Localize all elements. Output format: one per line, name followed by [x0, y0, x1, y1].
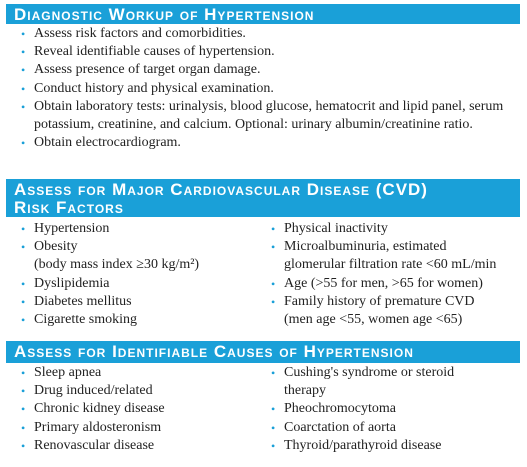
list-item: • Obesity (body mass index ≥30 kg/m²) [21, 239, 200, 273]
bullet-icon: • [271, 366, 276, 380]
section-title: Assess for Identifiable Causes of Hypertension [14, 342, 414, 361]
bullet-icon: • [271, 240, 276, 255]
list-item: • Reveal identifiable causes of hypertension. [18, 43, 508, 61]
list-item: • Drug induced/related [18, 382, 253, 400]
section-title-line2: Risk Factors [14, 198, 124, 217]
bullet-icon: • [21, 402, 26, 417]
bullet-icon: • [21, 27, 26, 41]
bullet-icon: • [21, 81, 26, 96]
cvd-risk-list-right [268, 220, 518, 329]
bullet-icon: • [21, 384, 26, 399]
bullet-icon: • [271, 438, 276, 453]
bullet-icon: • [21, 136, 26, 151]
diagnostic-workup-list [18, 25, 508, 152]
list-item: • Cushing's syndrome or steroid therapy [271, 365, 455, 399]
list-item: • Chronic kidney disease [18, 400, 253, 418]
list-item: • Family history of premature CVD (men age <55, women age <65) [271, 293, 475, 328]
bullet-icon: • [21, 438, 26, 453]
list-item: • Obtain laboratory tests: urinalysis, blood glucose, hematocrit and lipid panel, serum potassium, creatinine, and calcium. Optional: urinary albumin/creatinine ratio. [21, 98, 504, 133]
section-header-diagnostic-workup [6, 4, 520, 24]
list-item: • Conduct history and physical examination. [18, 80, 508, 98]
bullet-icon: • [21, 276, 26, 291]
bullet-icon: • [21, 222, 26, 236]
bullet-icon: • [21, 63, 26, 78]
causes-list-left [18, 364, 253, 455]
bullet-icon: • [271, 276, 276, 291]
bullet-icon: • [21, 45, 26, 60]
list-item: • Diabetes mellitus [18, 293, 253, 311]
list-item: • Microalbuminuria, estimated glomerular filtration rate <60 mL/min [271, 239, 497, 273]
list-item: • Assess presence of target organ damage. [18, 61, 508, 79]
section-header-identifiable-causes [6, 341, 520, 363]
list-item: • Sleep apnea [18, 364, 253, 382]
cvd-risk-list-left [18, 220, 253, 329]
bullet-icon: • [21, 99, 26, 114]
bullet-icon: • [21, 313, 26, 328]
list-item: • Primary aldosteronism [18, 419, 253, 437]
bullet-icon: • [271, 294, 276, 309]
section-title-line1: Assess for Major Cardiovascular Disease (CVD) [14, 180, 428, 199]
list-item: • Age (>55 for men, >65 for women) [268, 275, 518, 293]
list-item: • Cigarette smoking [18, 311, 253, 329]
bullet-icon: • [21, 240, 26, 255]
list-item: • Assess risk factors and comorbidities. [18, 25, 508, 43]
section-header-cvd-risk-factors [6, 179, 520, 217]
list-item: • Physical inactivity [268, 220, 518, 238]
section-title: Diagnostic Workup of Hypertension [14, 5, 315, 24]
bullet-icon: • [271, 420, 276, 435]
causes-list-right [268, 364, 518, 455]
list-item: • Dyslipidemia [18, 275, 253, 293]
list-item: • Hypertension [18, 220, 253, 238]
list-item: • Thyroid/parathyroid disease [268, 437, 518, 455]
list-item: • Renovascular disease [18, 437, 253, 455]
list-item: • Obtain electrocardiogram. [18, 134, 508, 152]
bullet-icon: • [271, 222, 276, 236]
bullet-icon: • [21, 294, 26, 309]
bullet-icon: • [21, 420, 26, 435]
list-item: • Coarctation of aorta [268, 419, 518, 437]
list-item: • Pheochromocytoma [268, 400, 518, 418]
bullet-icon: • [271, 402, 276, 417]
bullet-icon: • [21, 366, 26, 380]
